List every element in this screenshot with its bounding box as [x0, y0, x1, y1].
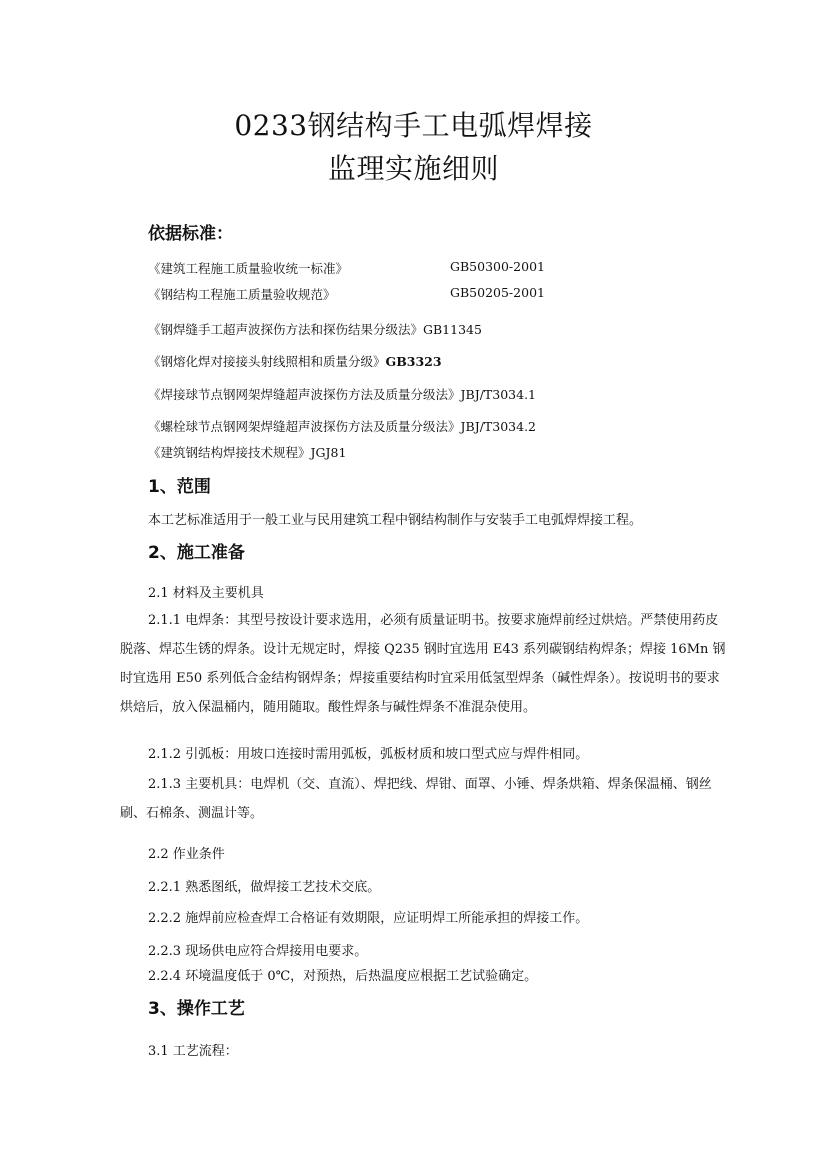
reference-item: 《螺栓球节点钢网架焊缝超声波探伤方法及质量分级法》JBJ/T3034.2 [148, 419, 536, 434]
prep-heading: 2、施工准备 [148, 543, 245, 563]
reference-name: 《钢结构工程施工质量验收规范》 [148, 287, 336, 302]
reference-item [148, 352, 442, 370]
reference-code: GB50300-2001 [450, 259, 545, 274]
reference-item: 《焊接球节点钢网架焊缝超声波探伤方法及质量分级法》JBJ/T3034.1 [148, 387, 536, 402]
reference-name: 《建筑工程施工质量验收统一标准》 [148, 261, 349, 276]
reference-code: GB3323 [385, 354, 442, 369]
section-2-2-1: 2.2.1 熟悉图纸，做焊接工艺技术交底。 [148, 880, 381, 895]
scope-text: 本工艺标准适用于一般工业与民用建筑工程中钢结构制作与安装手工电弧焊焊接工程。 [148, 513, 643, 528]
reference-item [148, 285, 545, 303]
doc-title-line2: 监理实施细则 [327, 152, 499, 185]
section-2-1-1: 2.1.1 电焊条：其型号按设计要求选用，必须有质量证明书。按要求施焊前经过烘焙。严禁使用药皮脱落、焊芯生锈的焊条。设计无规定时，焊接 Q235 钢时宜选用 E43 系列碳钢结构焊条；焊接 16Mn 钢时宜选用 E50 系列低合金结构钢焊条；焊接重要结构时宜采用低氢型焊条（碱性焊条）。按说明书的要求烘焙后，放入保温桶内，随用随取。酸性焊条与碱性焊条不准混杂使用。 [120, 613, 726, 715]
process-heading: 3、操作工艺 [148, 999, 245, 1019]
reference-item: 《钢焊缝手工超声波探伤方法和探伤结果分级法》GB11345 [148, 322, 482, 337]
section-3-1: 3.1 工艺流程： [148, 1044, 238, 1059]
section-2-2-3: 2.2.3 现场供电应符合焊接用电要求。 [148, 944, 368, 959]
reference-code: GB50205-2001 [450, 285, 545, 300]
section-2-1-3: 2.1.3 主要机具：电焊机（交、直流）、焊把线、焊钳、面罩、小锤、焊条烘箱、焊条保温桶、钢丝刷、石棉条、测温计等。 [120, 777, 712, 821]
section-2-2: 2.2 作业条件 [148, 847, 225, 862]
scope-heading: 1、范围 [148, 477, 211, 497]
reference-item: 《建筑钢结构焊接技术规程》JGJ81 [148, 445, 347, 460]
basis-heading: 依据标准： [148, 224, 233, 244]
reference-item [148, 259, 545, 277]
section-2-2-2: 2.2.2 施焊前应检查焊工合格证有效期限，应证明焊工所能承担的焊接工作。 [148, 911, 589, 926]
section-2-2-4: 2.2.4 环境温度低于 0℃，对预热，后热温度应根据工艺试验确定。 [148, 969, 538, 984]
section-2-1: 2.1 材料及主要机具 [148, 586, 264, 601]
section-2-1-2: 2.1.2 引弧板：用坡口连接时需用弧板，弧板材质和坡口型式应与焊件相同。 [148, 747, 589, 762]
reference-name: 《钢熔化焊对接接头射线照相和质量分级》 [148, 354, 386, 369]
doc-title-line1: 0233钢结构手工电弧焊焊接 [234, 109, 593, 142]
